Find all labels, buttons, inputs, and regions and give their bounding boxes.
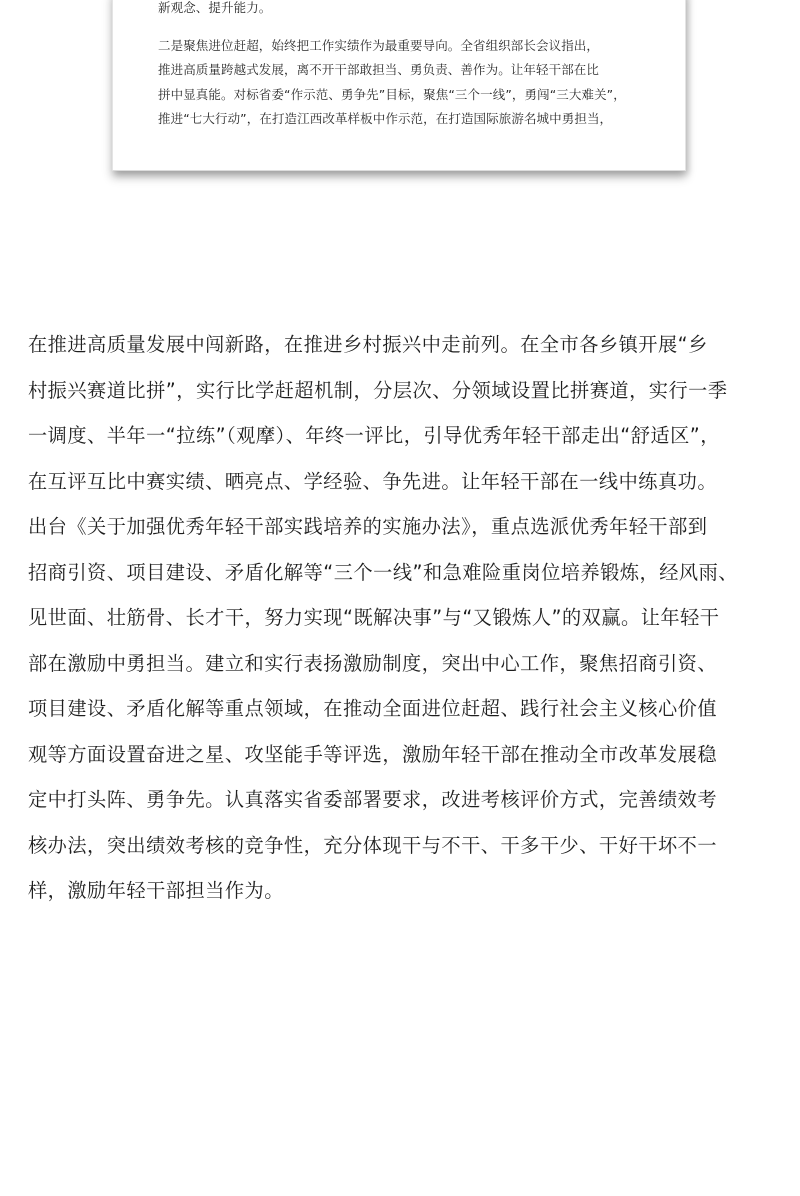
body-line: 村振兴赛道比拼”，实行比学赶超机制，分层次、分领域设置比拼赛道，实行一季: [28, 378, 728, 402]
body-line: 项目建设、矛盾化解等重点领域，在推动全面进位赶超、践行社会主义核心价值: [28, 697, 718, 720]
body-line: 样，激励年轻干部担当作为。: [28, 879, 284, 902]
card-line: 推进高质量跨越式发展，离不开干部敢担当、勇负责、善作为。让年轻干部在比: [158, 62, 600, 77]
body-line: 定中打头阵、勇争先。认真落实省委部署要求，改进考核评价方式，完善绩效考: [28, 788, 718, 811]
body-line: 一调度、半年一“拉练”（观摩）、年终一评比，引导优秀年轻干部走出“舒适区”，: [28, 424, 720, 447]
body-line: 在互评互比中赛实绩、晒亮点、学经验、争先进。让年轻干部在一线中练真功。: [28, 469, 718, 493]
body-line: 招商引资、项目建设、矛盾化解等“三个一线”和急难险重岗位培养锻炼，经风雨、: [28, 560, 738, 584]
body-line: 在推进高质量发展中闯新路，在推进乡村振兴中走前列。在全市各乡镇开展“乡: [28, 333, 708, 356]
body-line: 出台《关于加强优秀年轻干部实践培养的实施办法》，重点选派优秀年轻干部到: [28, 515, 708, 538]
article-body: [28, 322, 788, 914]
body-line: 部在激励中勇担当。建立和实行表扬激励制度，突出中心工作，聚焦招商引资、: [28, 651, 718, 675]
card-line: 推进“七大行动”，在打造江西改革样板中作示范，在打造国际旅游名城中勇担当，: [158, 111, 613, 126]
body-line: 见世面、壮筋骨、长才干，努力实现“既解决事”与“又锻炼人”的双赢。让年轻干: [28, 606, 720, 629]
body-line: 核办法，突出绩效考核的竞争性，充分体现干与不干、干多干少、干好干坏不一: [28, 833, 718, 857]
card-line: 拼中显真能。对标省委“作示范、勇争先”目标，聚焦“三个一线”，勇闯“三大难关”，: [158, 86, 626, 102]
card-line: 新观念、提升能力。: [158, 0, 272, 15]
document-preview-text: [158, 0, 658, 132]
body-line: 观等方面设置奋进之星、攻坚能手等评选，激励年轻干部在推动全市改革发展稳: [28, 742, 718, 766]
document-preview-card: [112, 0, 686, 171]
card-line: 二是聚焦进位赶超，始终把工作实绩作为最重要导向。全省组织部长会议指出，: [158, 37, 600, 53]
